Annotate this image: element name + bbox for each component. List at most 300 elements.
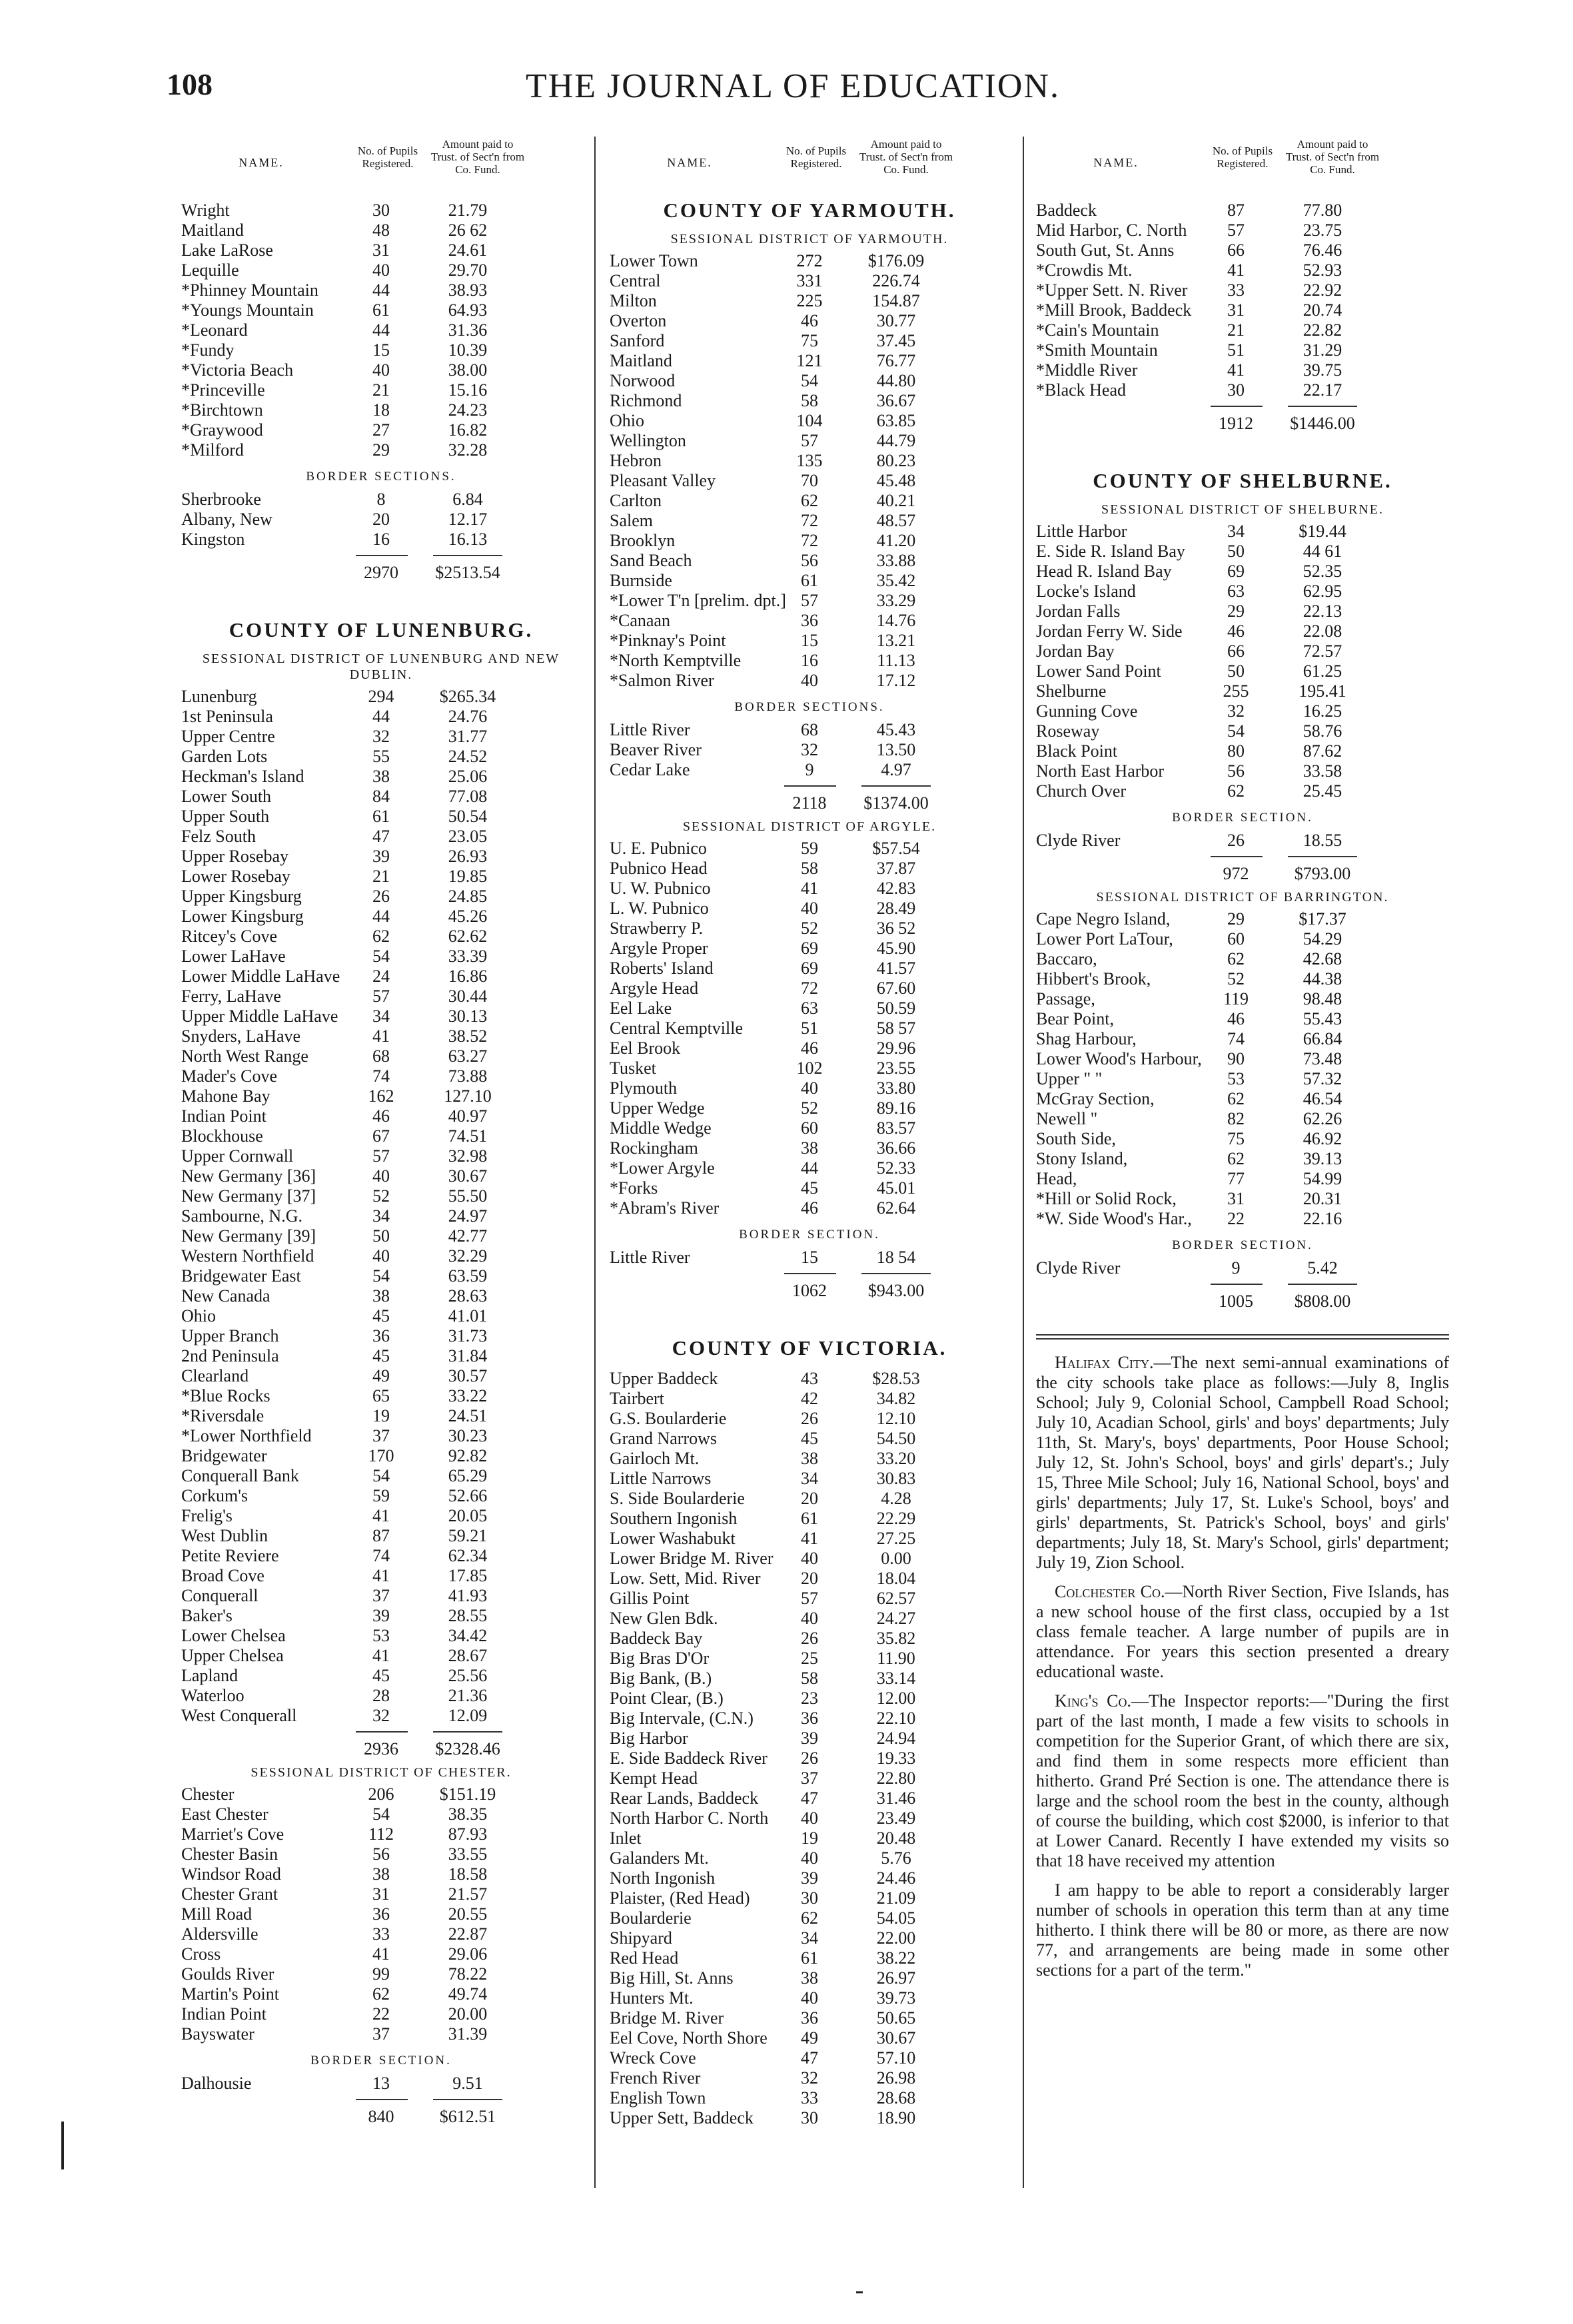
total-amount: $1446.00 xyxy=(1290,414,1355,433)
table-row xyxy=(181,1804,581,1824)
pupils-count: 26 xyxy=(372,887,390,906)
section-name: Argyle Proper xyxy=(610,939,708,958)
section-name: Wellington xyxy=(610,431,686,450)
pupils-count: 40 xyxy=(372,360,390,380)
table-row xyxy=(181,727,581,747)
district-title: SESSIONAL DISTRICT OF SHELBURNE. xyxy=(1101,502,1384,517)
pupils-count: 39 xyxy=(372,1606,390,1625)
amount-paid: 36.67 xyxy=(876,391,916,410)
total-row xyxy=(610,789,1009,813)
table-row xyxy=(181,1146,581,1166)
amount-paid: 61.25 xyxy=(1303,661,1342,681)
table-row xyxy=(181,220,581,240)
pupils-count: 58 xyxy=(801,859,818,878)
table-row xyxy=(610,859,1009,879)
section-name: Big Intervale, (C.N.) xyxy=(610,1709,754,1728)
section-name: *Lower Argyle xyxy=(610,1158,715,1178)
amount-paid: 52.35 xyxy=(1303,562,1342,581)
section-name: Baddeck Bay xyxy=(610,1629,703,1648)
table-row xyxy=(610,551,1009,571)
pupils-count: 41 xyxy=(1227,360,1245,380)
amount-paid: 57.10 xyxy=(876,2048,916,2068)
page-number: 108 xyxy=(167,67,213,101)
section-name: *Leonard xyxy=(181,320,248,340)
pupils-count: 30 xyxy=(372,200,390,220)
county-title: COUNTY OF LUNENBURG. xyxy=(229,618,534,641)
amount-paid: 62.95 xyxy=(1303,581,1342,601)
pupils-count: 43 xyxy=(801,1369,818,1388)
section-name: Upper Rosebay xyxy=(181,847,289,866)
section-name: *Lower T'n [prelim. dpt.] xyxy=(610,591,786,610)
amount-paid: 13.50 xyxy=(876,740,916,759)
table-row xyxy=(181,1266,581,1286)
pupils-count: 41 xyxy=(372,1944,390,1964)
amount-paid: 58 57 xyxy=(876,1018,916,1038)
amount-paid: 17.85 xyxy=(448,1566,488,1585)
pupils-count: 30 xyxy=(801,2108,818,2128)
amount-paid: $17.37 xyxy=(1299,909,1346,929)
table-row xyxy=(181,1984,581,2004)
section-name: Lower Wood's Harbour, xyxy=(1036,1049,1202,1068)
section-name: Lequille xyxy=(181,260,239,280)
amount-paid: 54.99 xyxy=(1303,1169,1342,1188)
table-row xyxy=(610,1509,1009,1529)
section-name: Snyders, LaHave xyxy=(181,1026,301,1046)
amount-paid: 83.57 xyxy=(876,1118,916,1138)
section-name: Baccaro, xyxy=(1036,949,1097,968)
district-title: SESSIONAL DISTRICT OF CHESTER. xyxy=(251,1765,512,1780)
pupils-count: 44 xyxy=(801,1158,818,1178)
table-row xyxy=(610,351,1009,371)
amount-paid: 18.90 xyxy=(876,2108,916,2128)
pupils-count: 58 xyxy=(801,391,818,410)
table-row xyxy=(610,1369,1009,1389)
section-name: Tusket xyxy=(610,1058,656,1078)
section-name: Gillis Point xyxy=(610,1589,690,1608)
pupils-count: 119 xyxy=(1223,989,1249,1008)
pupils-count: 32 xyxy=(1227,701,1245,721)
section-name: Ohio xyxy=(181,1306,216,1326)
table-row xyxy=(610,1078,1009,1098)
amount-paid: 32.98 xyxy=(448,1146,488,1166)
amount-paid: 5.76 xyxy=(881,1848,911,1868)
pupils-count: 62 xyxy=(1227,781,1245,801)
section-name: Brooklyn xyxy=(610,531,676,550)
pupils-count: 47 xyxy=(801,2048,818,2068)
section-name: Locke's Island xyxy=(1036,581,1136,601)
pupils-count: 54 xyxy=(372,1466,390,1485)
amount-paid: 25.45 xyxy=(1303,781,1342,801)
amount-paid: 18.58 xyxy=(448,1864,488,1884)
amount-paid: 62.34 xyxy=(448,1546,488,1565)
total-amount: $1374.00 xyxy=(863,793,929,813)
total-rule xyxy=(433,555,502,556)
table-row xyxy=(181,927,581,947)
section-name: Sherbrooke xyxy=(181,490,261,509)
header-name: NAME. xyxy=(667,156,712,169)
amount-paid: 45.48 xyxy=(876,471,916,490)
pupils-count: 36 xyxy=(372,1904,390,1924)
amount-paid: 9.51 xyxy=(452,2074,483,2093)
pupils-count: 62 xyxy=(1227,949,1245,968)
pupils-count: 84 xyxy=(372,787,390,806)
amount-paid: 24.97 xyxy=(448,1206,488,1226)
section-name: Strawberry P. xyxy=(610,919,704,938)
section-name: Grand Narrows xyxy=(610,1429,718,1448)
table-row xyxy=(181,400,581,420)
amount-paid: 154.87 xyxy=(872,291,920,310)
section-name: S. Side Boularderie xyxy=(610,1489,745,1508)
section-name: *Phinney Mountain xyxy=(181,280,318,300)
section-name: Lake LaRose xyxy=(181,240,273,260)
table-row xyxy=(1036,340,1449,360)
amount-paid: 38.22 xyxy=(876,1948,916,1968)
amount-paid: 38.93 xyxy=(448,280,488,300)
pupils-count: 52 xyxy=(1227,969,1245,988)
pupils-count: 102 xyxy=(796,1058,823,1078)
table-row xyxy=(181,1784,581,1804)
table-row xyxy=(610,1689,1009,1709)
section-name: Sand Beach xyxy=(610,551,692,570)
section-name: Passage, xyxy=(1036,989,1095,1008)
amount-paid: 24.51 xyxy=(448,1406,488,1425)
table-row xyxy=(610,251,1009,271)
table-row xyxy=(181,1626,581,1646)
table-row xyxy=(181,1566,581,1586)
section-name: *Graywood xyxy=(181,420,263,440)
pupils-count: 54 xyxy=(801,371,818,390)
section-name: Waterloo xyxy=(181,1686,245,1705)
table-row xyxy=(610,2008,1009,2028)
section-name: New Canada xyxy=(181,1286,270,1306)
table-row xyxy=(610,959,1009,978)
table-row xyxy=(610,651,1009,671)
table-row xyxy=(610,1868,1009,1888)
amount-paid: 195.41 xyxy=(1299,681,1346,701)
pupils-count: 45 xyxy=(372,1306,390,1326)
pupils-count: 77 xyxy=(1227,1169,1245,1188)
section-name: McGray Section, xyxy=(1036,1089,1155,1108)
border-section-label: BORDER SECTIONS. xyxy=(734,700,885,714)
section-name: Albany, New xyxy=(181,510,272,529)
section-name: Newell " xyxy=(1036,1109,1098,1128)
table-row xyxy=(610,1768,1009,1788)
table-row xyxy=(181,1346,581,1366)
amount-paid: 87.62 xyxy=(1303,741,1342,761)
table-row xyxy=(610,1808,1009,1828)
amount-paid: 11.90 xyxy=(877,1649,915,1668)
table-row xyxy=(181,807,581,827)
table-row xyxy=(610,1178,1009,1198)
section-name: Roseway xyxy=(1036,721,1100,741)
table-row xyxy=(181,1246,581,1266)
amount-paid: 26.98 xyxy=(876,2068,916,2088)
section-name: *Upper Sett. N. River xyxy=(1036,280,1188,300)
pupils-count: 57 xyxy=(372,986,390,1006)
section-name: Upper Branch xyxy=(181,1326,279,1346)
section-name: L. W. Pubnico xyxy=(610,899,709,918)
table-row xyxy=(610,671,1009,691)
section-name: *W. Side Wood's Har., xyxy=(1036,1209,1192,1228)
table-row xyxy=(610,1549,1009,1569)
amount-paid: 44 61 xyxy=(1303,542,1342,561)
amount-paid: 33.29 xyxy=(876,591,916,610)
pupils-count: 206 xyxy=(368,1784,394,1804)
section-name: Burnside xyxy=(610,571,672,590)
pupils-count: 54 xyxy=(1227,721,1245,741)
table-row xyxy=(610,411,1009,431)
pupils-count: 20 xyxy=(372,510,390,529)
pupils-count: 331 xyxy=(796,271,823,290)
section-name: Martin's Point xyxy=(181,1984,279,2004)
section-name: Mid Harbor, C. North xyxy=(1036,220,1187,240)
pupils-count: 87 xyxy=(372,1526,390,1545)
table-row xyxy=(610,1629,1009,1649)
pupils-count: 52 xyxy=(801,919,818,938)
amount-paid: 54.05 xyxy=(876,1908,916,1928)
pupils-count: 40 xyxy=(801,1078,818,1098)
column-header xyxy=(181,137,581,200)
section-name: Lower LaHave xyxy=(181,947,286,966)
table-row xyxy=(1036,929,1449,949)
total-rule xyxy=(433,1731,502,1733)
table-row xyxy=(1036,522,1449,542)
section-name: *Riversdale xyxy=(181,1406,264,1425)
pupils-count: 38 xyxy=(372,1286,390,1306)
pupils-count: 23 xyxy=(801,1689,818,1708)
amount-paid: 24.27 xyxy=(876,1609,916,1628)
section-name: Bridgewater xyxy=(181,1446,267,1465)
amount-paid: $19.44 xyxy=(1299,522,1346,541)
section-name: *Middle River xyxy=(1036,360,1138,380)
pupils-count: 99 xyxy=(372,1964,390,1984)
section-name: West Dublin xyxy=(181,1526,268,1545)
pupils-count: 40 xyxy=(801,1848,818,1868)
section-name: 1st Peninsula xyxy=(181,707,273,726)
section-name: Rear Lands, Baddeck xyxy=(610,1788,759,1808)
journal-title: THE JOURNAL OF EDUCATION. xyxy=(525,67,1061,105)
amount-paid: 30.67 xyxy=(876,2028,916,2048)
pupils-count: 135 xyxy=(796,451,823,470)
amount-paid: 80.23 xyxy=(876,451,916,470)
section-name: Richmond xyxy=(610,391,682,410)
pupils-count: 56 xyxy=(372,1844,390,1864)
section-name: Maitland xyxy=(610,351,672,370)
amount-paid: 45.43 xyxy=(876,720,916,739)
pupils-count: 32 xyxy=(801,2068,818,2088)
table-row xyxy=(610,1138,1009,1158)
amount-paid: 32.28 xyxy=(448,440,488,460)
amount-paid: 16.25 xyxy=(1303,701,1342,721)
pupils-count: 20 xyxy=(801,1489,818,1508)
table-row xyxy=(181,827,581,847)
table-row xyxy=(181,1586,581,1606)
amount-paid: 49.74 xyxy=(448,1984,488,2004)
table-row xyxy=(181,1286,581,1306)
border-section-label: BORDER SECTION. xyxy=(739,1228,880,1242)
table-row xyxy=(181,380,581,400)
pupils-count: 72 xyxy=(801,511,818,530)
table-row xyxy=(610,2068,1009,2088)
header-name: NAME. xyxy=(1093,156,1139,169)
section-name: Upper Chelsea xyxy=(181,1646,284,1665)
pupils-count: 37 xyxy=(372,2024,390,2044)
table-row xyxy=(1036,542,1449,562)
pupils-count: 50 xyxy=(1227,542,1245,561)
amount-paid: 57.32 xyxy=(1303,1069,1342,1088)
news-lead: Colchester Co. xyxy=(1055,1582,1165,1601)
amount-paid: 22.29 xyxy=(876,1509,916,1528)
table-row xyxy=(1036,761,1449,781)
amount-paid: 31.39 xyxy=(448,2024,488,2044)
pupils-count: 25 xyxy=(801,1649,818,1668)
amount-paid: 22.87 xyxy=(448,1924,488,1944)
table-row xyxy=(610,2088,1009,2108)
section-name: Overton xyxy=(610,311,667,330)
table-row xyxy=(610,1469,1009,1489)
table-row xyxy=(1036,831,1449,851)
amount-paid: 41.93 xyxy=(448,1586,488,1605)
total-pupils: 2118 xyxy=(792,793,827,813)
pupils-count: 62 xyxy=(1227,1149,1245,1168)
border-section-label: BORDER SECTION. xyxy=(310,2054,452,2068)
section-name: Norwood xyxy=(610,371,676,390)
amount-paid: 36.66 xyxy=(876,1138,916,1158)
table-row xyxy=(1036,661,1449,681)
amount-paid: 31.29 xyxy=(1303,340,1342,360)
pupils-count: 61 xyxy=(801,1509,818,1528)
table-row xyxy=(610,1609,1009,1629)
pupils-count: 32 xyxy=(372,727,390,746)
news-lead: King's Co. xyxy=(1055,1691,1131,1711)
table-row xyxy=(181,1406,581,1426)
section-name: Wright xyxy=(181,200,230,220)
section-name: Tairbert xyxy=(610,1389,664,1408)
section-name: Southern Ingonish xyxy=(610,1509,738,1528)
table-row xyxy=(1036,641,1449,661)
section-name: *Crowdis Mt. xyxy=(1036,260,1133,280)
table-row xyxy=(181,1646,581,1666)
pupils-count: 74 xyxy=(372,1066,390,1086)
amount-paid: 20.74 xyxy=(1303,300,1342,320)
amount-paid: $151.19 xyxy=(439,1784,496,1804)
section-name: Mader's Cove xyxy=(181,1066,278,1086)
table-row xyxy=(181,1486,581,1506)
pupils-count: 13 xyxy=(372,2074,390,2093)
pupils-count: 15 xyxy=(372,340,390,360)
section-name: *Fundy xyxy=(181,340,235,360)
section-name: Marriet's Cove xyxy=(181,1824,284,1844)
pupils-count: 26 xyxy=(801,1748,818,1768)
pupils-count: 40 xyxy=(372,1246,390,1266)
pupils-count: 50 xyxy=(372,1226,390,1246)
section-name: Hebron xyxy=(610,451,662,470)
pupils-count: 36 xyxy=(801,1709,818,1728)
section-name: Hibbert's Brook, xyxy=(1036,969,1151,988)
pupils-count: 61 xyxy=(801,1948,818,1968)
amount-paid: 31.77 xyxy=(448,727,488,746)
county-title: COUNTY OF SHELBURNE. xyxy=(1093,469,1392,492)
pupils-count: 58 xyxy=(801,1669,818,1688)
total-pupils: 840 xyxy=(368,2107,394,2126)
news-paragraph xyxy=(1036,1880,1449,1980)
table-row xyxy=(181,707,581,727)
amount-paid: 87.93 xyxy=(448,1824,488,1844)
section-name: G.S. Boularderie xyxy=(610,1409,727,1428)
amount-paid: 77.08 xyxy=(448,787,488,806)
section-name: North West Range xyxy=(181,1046,308,1066)
table-row xyxy=(181,1606,581,1626)
section-name: *Mill Brook, Baddeck xyxy=(1036,300,1192,320)
pupils-count: 75 xyxy=(1227,1129,1245,1148)
section-name: Ritcey's Cove xyxy=(181,927,278,946)
pupils-count: 15 xyxy=(801,1248,818,1267)
amount-paid: 33.80 xyxy=(876,1078,916,1098)
amount-paid: 13.21 xyxy=(876,631,916,650)
section-name: Milton xyxy=(610,291,657,310)
amount-paid: 31.84 xyxy=(448,1346,488,1365)
amount-paid: 41.57 xyxy=(876,959,916,978)
amount-paid: 28.49 xyxy=(876,899,916,918)
column-left xyxy=(181,137,581,2127)
pupils-count: 54 xyxy=(372,1266,390,1286)
pupils-count: 40 xyxy=(801,1988,818,2008)
amount-paid: 22.00 xyxy=(876,1928,916,1948)
section-name: Little River xyxy=(610,1248,690,1267)
amount-paid: 72.57 xyxy=(1303,641,1342,661)
amount-paid: 74.51 xyxy=(448,1126,488,1146)
amount-paid: 22.10 xyxy=(876,1709,916,1728)
section-name: Point Clear, (B.) xyxy=(610,1689,724,1708)
section-name: Upper Cornwall xyxy=(181,1146,294,1166)
pupils-count: 40 xyxy=(372,1166,390,1186)
pupils-count: 48 xyxy=(372,220,390,240)
total-pupils: 1005 xyxy=(1219,1292,1253,1311)
amount-paid: 44.38 xyxy=(1303,969,1342,988)
table-row xyxy=(181,1066,581,1086)
table-row xyxy=(610,391,1009,411)
amount-paid: 33.22 xyxy=(448,1386,488,1405)
amount-paid: 22.08 xyxy=(1303,621,1342,641)
pupils-count: 49 xyxy=(372,1366,390,1385)
section-name: Jordan Bay xyxy=(1036,641,1115,661)
amount-paid: 89.16 xyxy=(876,1098,916,1118)
county-title: COUNTY OF VICTORIA. xyxy=(672,1336,947,1359)
table-row xyxy=(1036,1029,1449,1049)
pupils-count: 53 xyxy=(372,1626,390,1645)
total-row xyxy=(181,1735,581,1759)
amount-paid: 25.06 xyxy=(448,767,488,786)
pupils-count: 9 xyxy=(1231,1258,1241,1278)
amount-paid: 30.44 xyxy=(448,986,488,1006)
table-row xyxy=(181,1046,581,1066)
section-name: Head R. Island Bay xyxy=(1036,562,1172,581)
pupils-count: 30 xyxy=(1227,380,1245,400)
pupils-count: 31 xyxy=(1227,1189,1245,1208)
amount-paid: 21.36 xyxy=(448,1686,488,1705)
table-row xyxy=(181,2004,581,2024)
pupils-count: 53 xyxy=(1227,1069,1245,1088)
pupils-count: 57 xyxy=(1227,220,1245,240)
section-name: Kingston xyxy=(181,530,245,549)
pupils-count: 38 xyxy=(801,1138,818,1158)
section-name: Conquerall xyxy=(181,1586,259,1605)
table-row xyxy=(1036,380,1449,400)
table-row xyxy=(181,1904,581,1924)
section-name: Upper Baddeck xyxy=(610,1369,718,1388)
section-name: English Town xyxy=(610,2088,706,2108)
section-name: *Abram's River xyxy=(610,1198,720,1218)
